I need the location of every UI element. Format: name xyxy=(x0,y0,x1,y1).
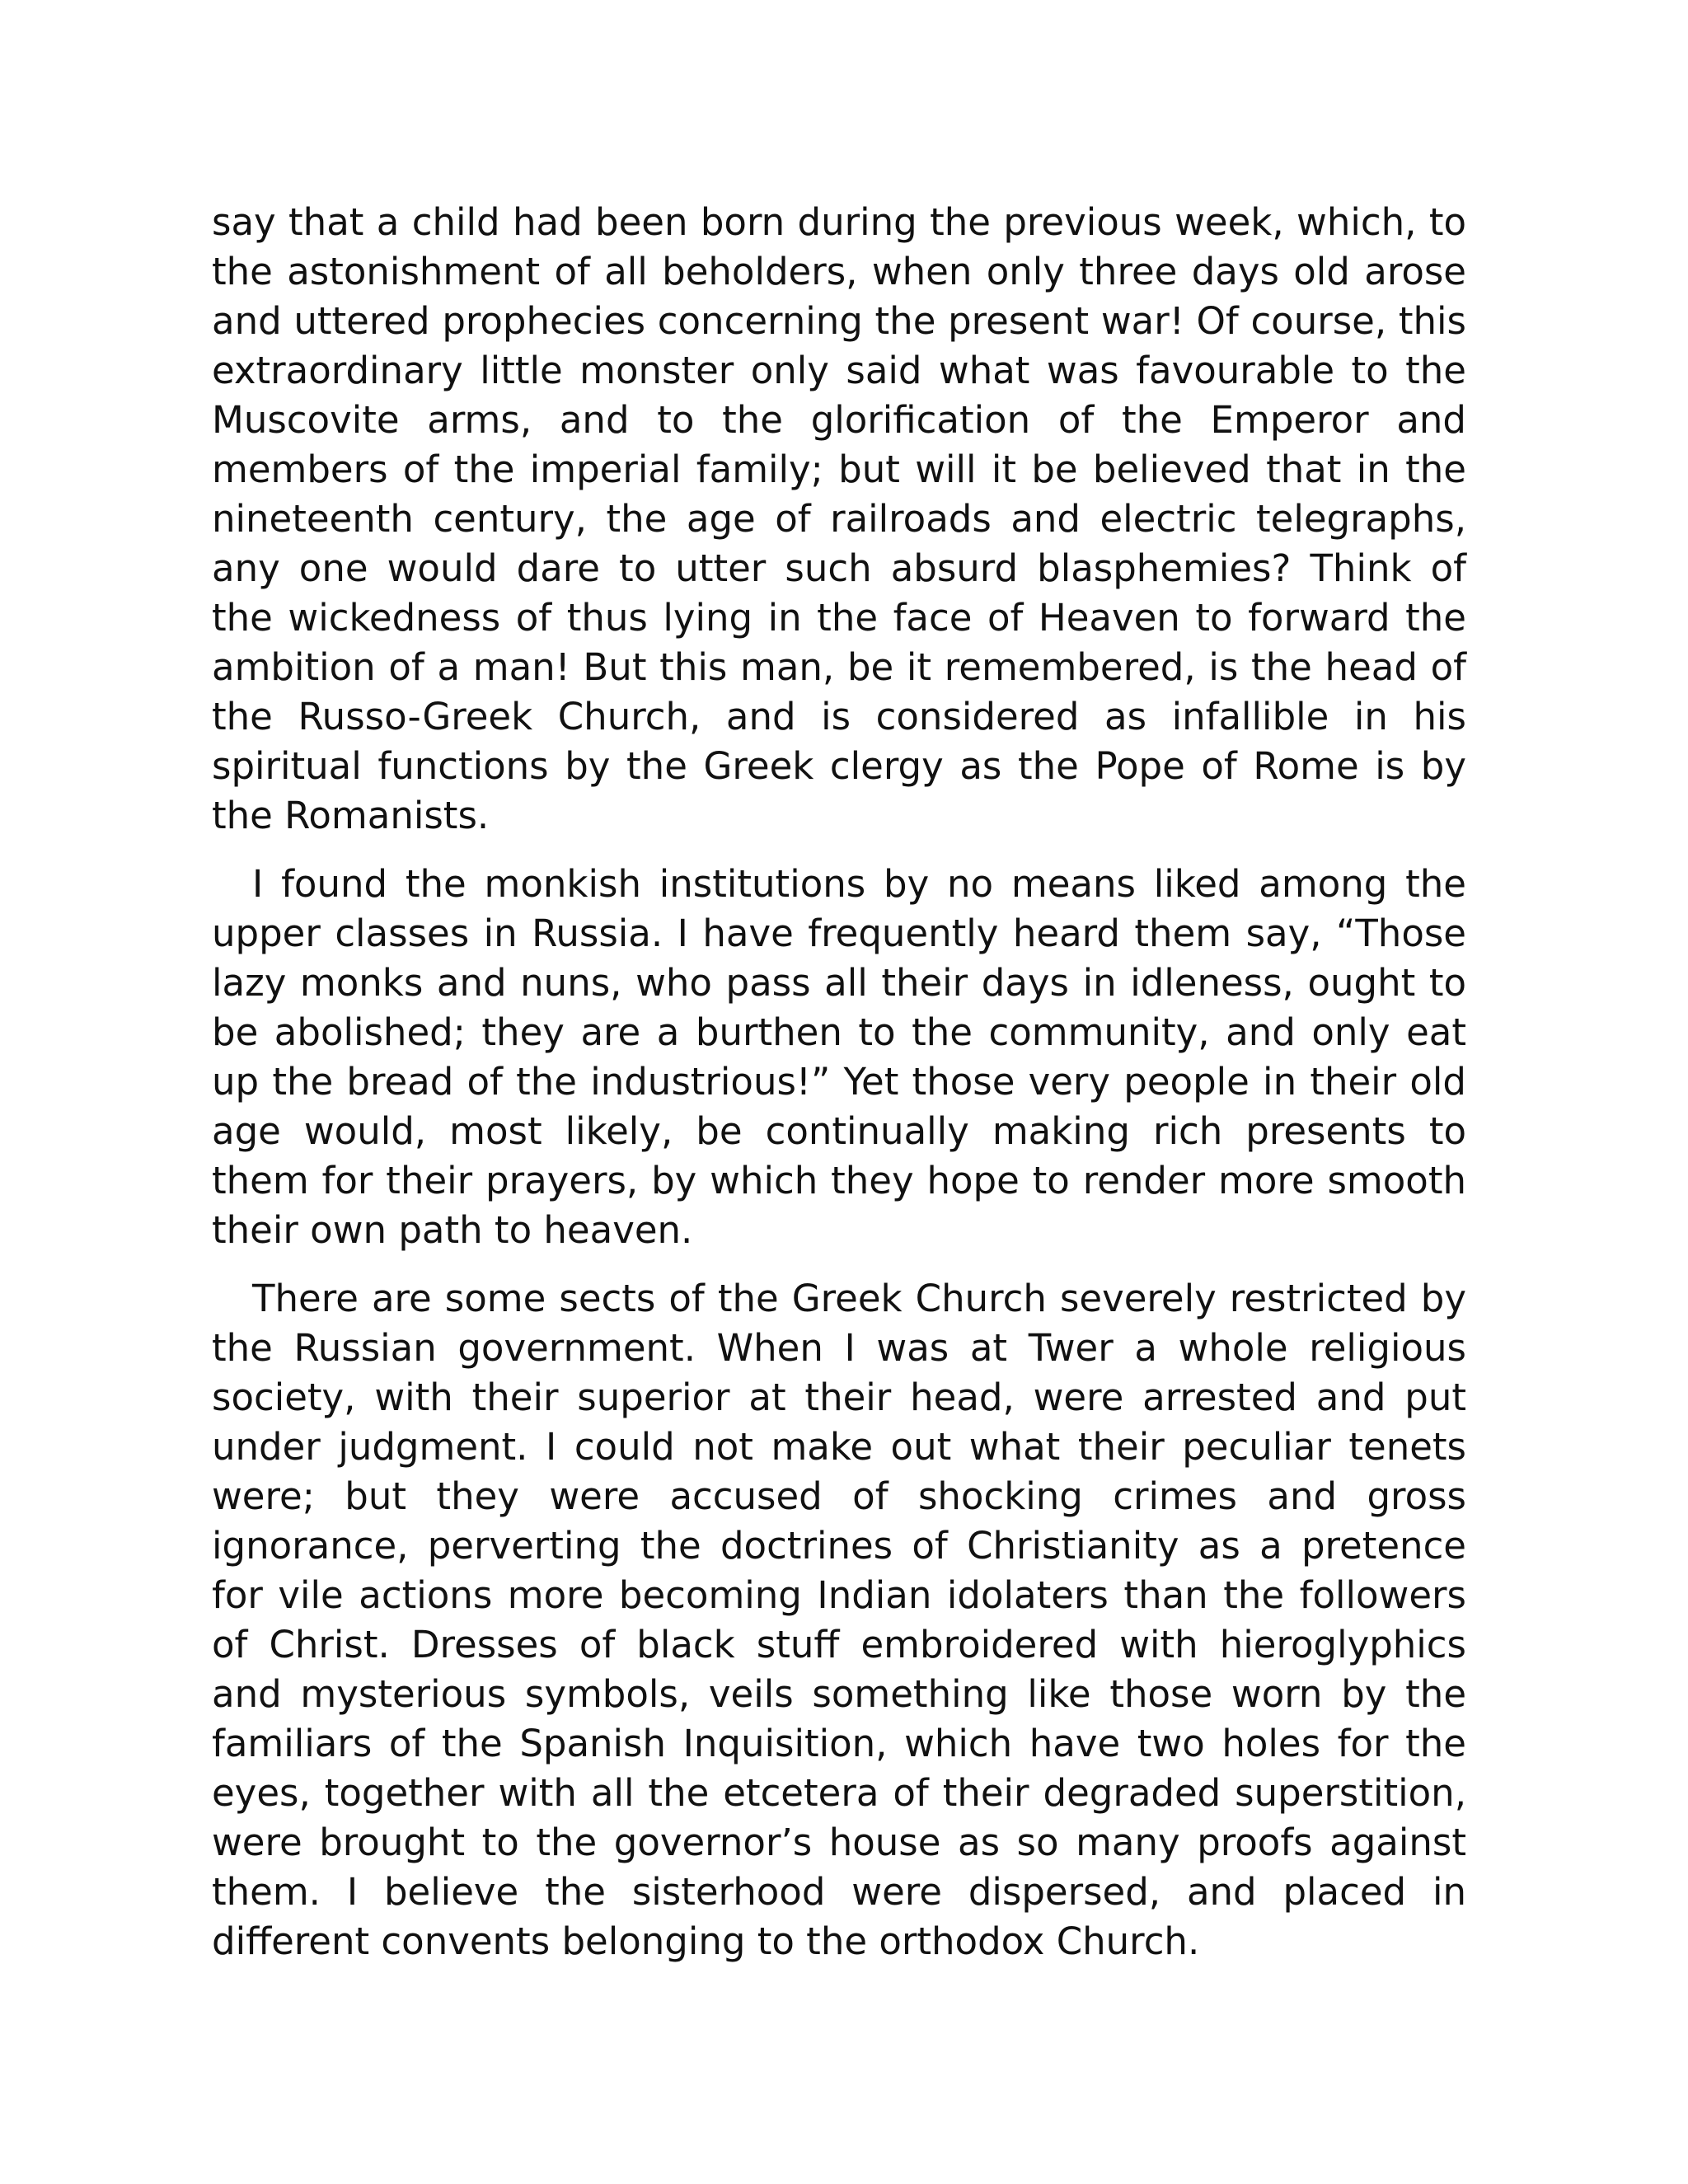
paragraph-2: I found the monkish institutions by no means liked among the upper classes in Russia. I have frequently heard them say, “Those lazy monks and nuns, who pass all their days in idleness, ought to be abolished; they are a burthen to the community, and only eat up the bread of the industrious!” Yet those very people in their old age would, most likely, be continually making rich presents to them for their prayers, by which they hope to render more smooth their own path to heaven. xyxy=(212,862,1466,1252)
page-body-text xyxy=(212,198,1466,1985)
paragraph-1: say that a child had been born during the previous week, which, to the astonishment of all beholders, when only three days old arose and uttered prophecies concerning the present war! Of course, this extraordinary little monster only said what was favourable to the Muscovite arms, and to the glorification of the Emperor and members of the imperial family; but will it be believed that in the nineteenth century, the age of railroads and electric telegraphs, any one would dare to utter such absurd blasphemies? Think of the wickedness of thus lying in the face of Heaven to forward the ambition of a man! But this man, be it remembered, is the head of the Russo-Greek Church, and is considered as infallible in his spiritual functions by the Greek clergy as the Pope of Rome is by the Romanists. xyxy=(212,200,1466,837)
paragraph-3: There are some sects of the Greek Church severely restricted by the Russian government. When I was at Twer a whole religious society, with their superior at their head, were arrested and put under judgment. I could not make out what their peculiar tenets were; but they were accused of shocking crimes and gross ignorance, perverting the doctrines of Christianity as a pretence for vile actions more becoming Indian idolaters than the followers of Christ. Dresses of black stuff embroidered with hieroglyphics and mysterious symbols, veils something like those worn by the familiars of the Spanish Inquisition, which have two holes for the eyes, together with all the etcetera of their degraded superstition, were brought to the governor’s house as so many proofs against them. I believe the sisterhood were dispersed, and placed in different convents belonging to the orthodox Church. xyxy=(212,1277,1466,1963)
